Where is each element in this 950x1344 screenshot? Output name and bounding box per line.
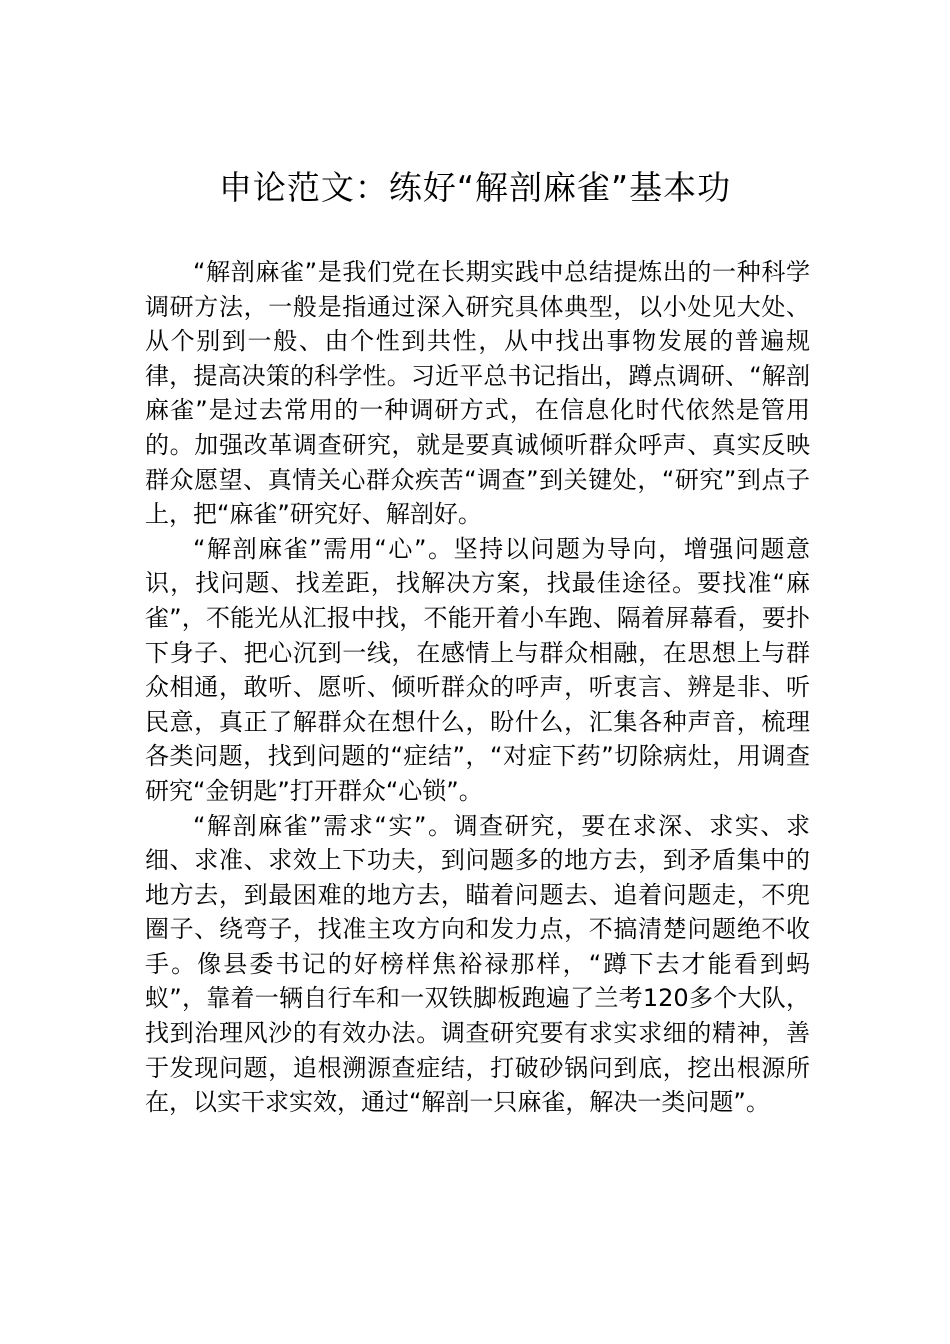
paragraph: “解剖麻雀”需求“实”。调查研究，要在求深、求实、求细、求准、求效上下功夫，到问题多的地方去，到矛盾集中的地方去，到最困难的地方去，瞄着问题去、追着问题走，不兜圈子、绕弯子，找准主攻方向和发力点，不搞清楚问题绝不收手。像县委书记的好榜样焦裕禄那样，“蹲下去才能看到蚂蚁”，靠着一辆自行车和一双铁脚板跑遍了兰考120多个大队，找到治理风沙的有效办法。调查研究要有求实求细的精神，善于发现问题，追根溯源查症结，打破砂锅问到底，挖出根源所在，以实干求实效，通过“解剖一只麻雀，解决一类问题”。 xyxy=(145,811,810,1117)
paragraph: “解剖麻雀”是我们党在长期实践中总结提炼出的一种科学调研方法，一般是指通过深入研究具体典型，以小处见大处、从个别到一般、由个性到共性，从中找出事物发展的普遍规律，提高决策的科学性。习近平总书记指出，蹲点调研、“解剖麻雀”是过去常用的一种调研方式，在信息化时代依然是管用的。加强改革调查研究，就是要真诚倾听群众呼声、真实反映群众愿望、真情关心群众疾苦“调查”到关键处，“研究”到点子上，把“麻雀”研究好、解剖好。 xyxy=(145,258,810,529)
document-title: 申论范文：练好“解剖麻雀”基本功 xyxy=(218,168,732,207)
paragraph: “解剖麻雀”需用“心”。坚持以问题为导向，增强问题意识，找问题、找差距，找解决方案，找最佳途径。要找准“麻雀”，不能光从汇报中找，不能开着小车跑、隔着屏幕看，要扑下身子、把心沉到一线，在感情上与群众相融，在思想上与群众相通，敢听、愿听、倾听群众的呼声，听衷言、辨是非、听民意，真正了解群众在想什么，盼什么，汇集各种声音，梳理各类问题，找到问题的“症结”，“对症下药”切除病灶，用调查研究“金钥匙”打开群众“心锁”。 xyxy=(145,534,810,805)
document-body xyxy=(145,255,810,1120)
